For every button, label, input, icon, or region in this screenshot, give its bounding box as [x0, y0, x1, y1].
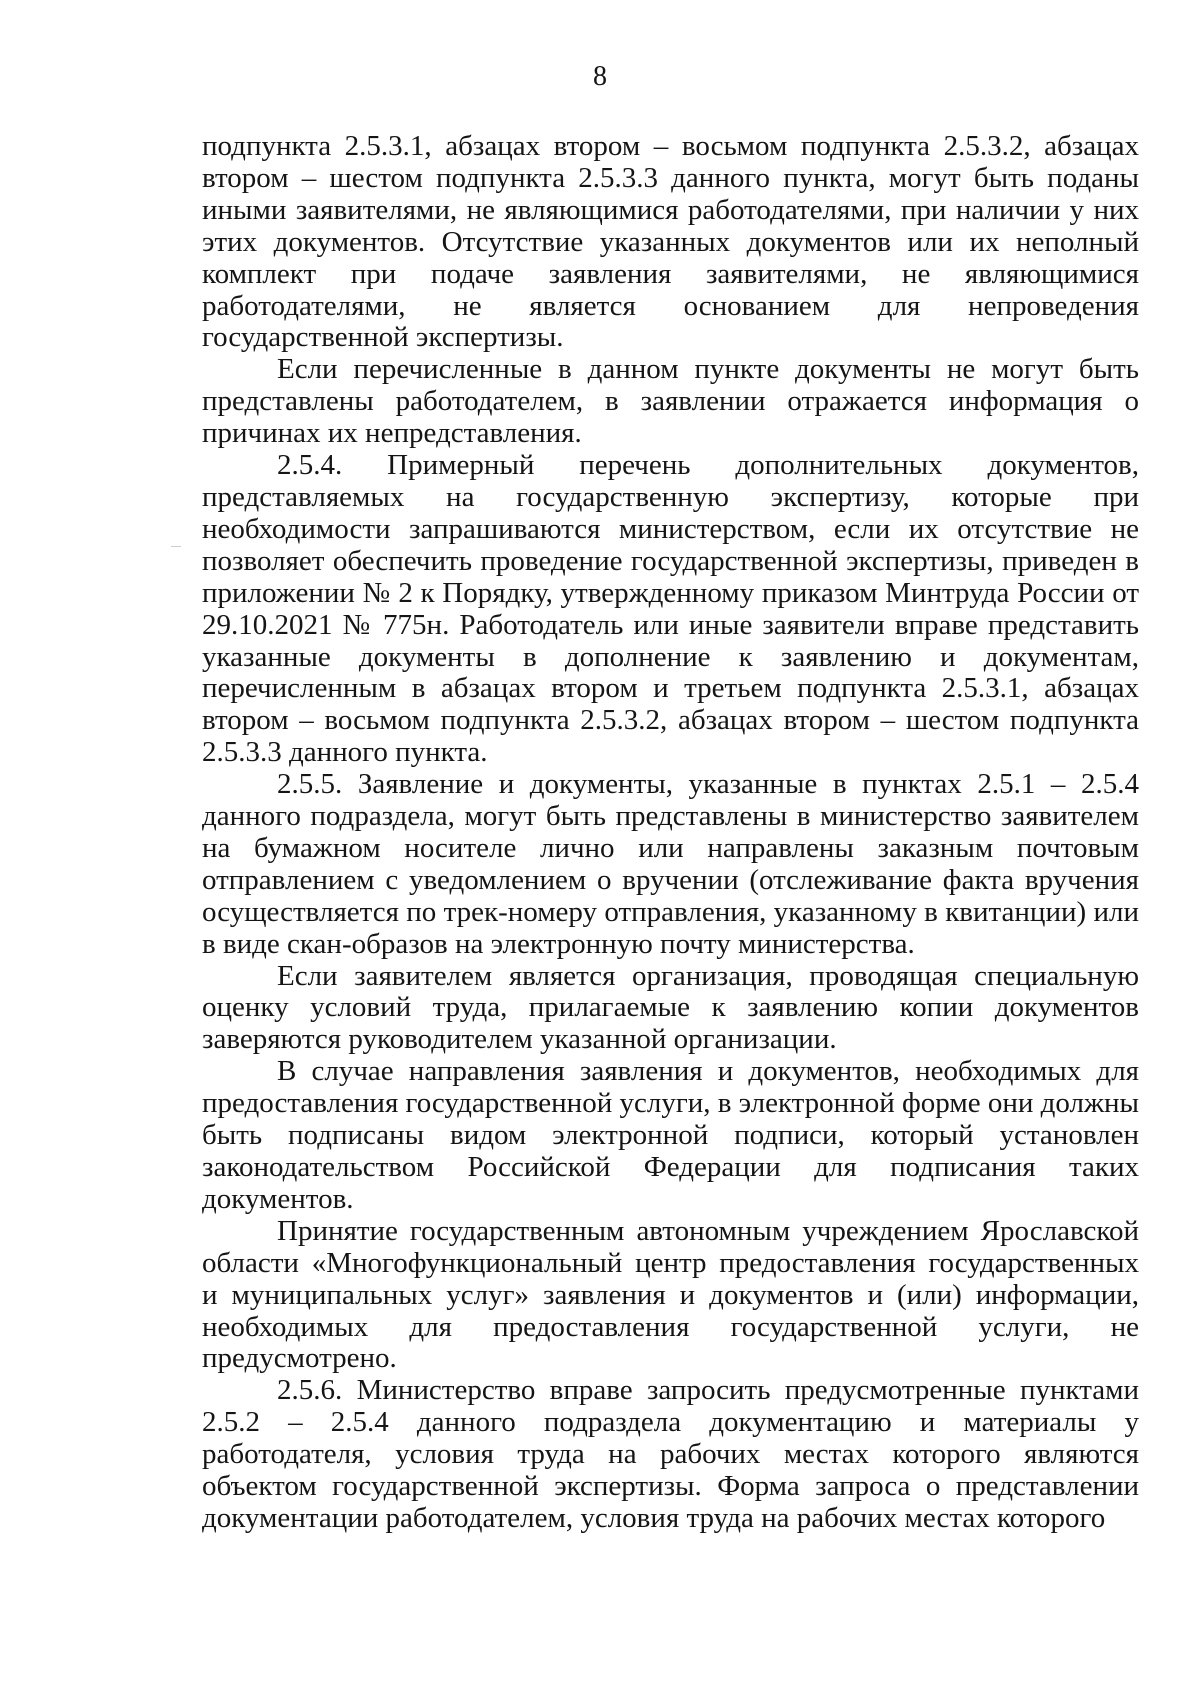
page-number: 8 [593, 61, 607, 92]
paragraph-continuation: подпункта 2.5.3.1, абзацах втором – восьмом подпункта 2.5.3.2, абзацах втором – шестом подпункта 2.5.3.3 данного пункта, могут быть поданы иными заявителями, не являющимися работодателями, при наличии у них этих документов. Отсутствие указанных документов или их неполный комплект при подаче заявления заявителями, не являющимися работодателями, не является основанием для непроведения государственной экспертизы. [202, 130, 1139, 354]
paragraph-2-5-5: 2.5.5. Заявление и документы, указанные в пунктах 2.5.1 – 2.5.4 данного подраздела, могут быть представлены в министерство заявителем на бумажном носителе лично или направлены заказным почтовым отправлением с уведомлением о вручении (отслеживание факта вручения осуществляется по трек-номеру отправления, указанному в квитанции) или в виде скан-образов на электронную почту министерства. [202, 768, 1139, 960]
paragraph-mfc: Принятие государственным автономным учреждением Ярославской области «Многофункциональный центр предоставления государственных и муниципальных услуг» заявления и документов и (или) информации, необходимых для предоставления государственной услуги, не предусмотрено. [202, 1214, 1139, 1375]
paragraph-2-5-6: 2.5.6. Министерство вправе запросить предусмотренные пунктами 2.5.2 – 2.5.4 данного подраздела документацию и материалы у работодателя, условия труда на рабочих местах которого являются объектом государственной экспертизы. Форма запроса о представлении документации работодателем, условия труда на рабочих местах которого [202, 1374, 1139, 1534]
paragraph-organization-applicant: Если заявителем является организация, проводящая специальную оценку условий труда, прилагаемые к заявлению копии документов заверяются руководителем указанной организации. [202, 959, 1139, 1056]
paragraph-electronic-submission: В случае направления заявления и документов, необходимых для предоставления государственной услуги, в электронной форме они должны быть подписаны видом электронной подписи, который установлен законодательством Российской Федерации для подписания таких документов. [202, 1055, 1139, 1215]
paragraph-documents-not-provided: Если перечисленные в данном пункте документы не могут быть представлены работодателем, в заявлении отражается информация о причинах их непредставления. [202, 353, 1139, 450]
document-body [202, 131, 1139, 1535]
scan-artifact [171, 546, 181, 547]
paragraph-2-5-4: 2.5.4. Примерный перечень дополнительных документов, представляемых на государственную экспертизу, которые при необходимости запрашиваются министерством, если их отсутствие не позволяет обеспечить проведение государственной экспертизы, приведен в приложении № 2 к Порядку, утвержденному приказом Минтруда России от 29.10.2021 № 775н. Работодатель или иные заявители вправе представить указанные документы в дополнение к заявлению и документам, перечисленным в абзацах втором и третьем подпункта 2.5.3.1, абзацах втором – восьмом подпункта 2.5.3.2, абзацах втором – шестом подпункта 2.5.3.3 данного пункта. [202, 449, 1139, 769]
